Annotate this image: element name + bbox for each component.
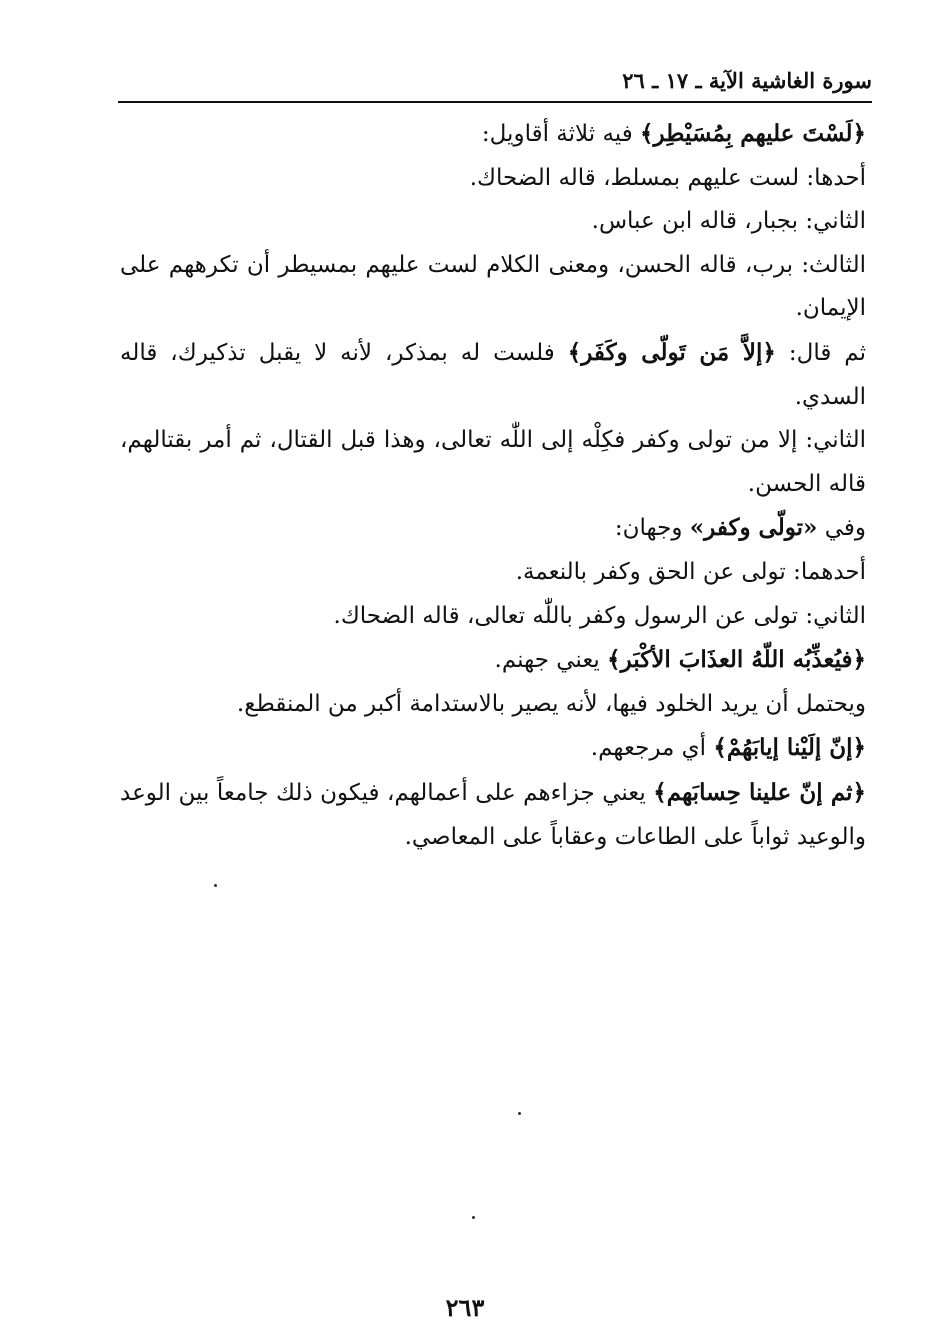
page-number: ٢٦٣ bbox=[445, 1293, 485, 1322]
quran-quote: ﴿إلاَّ مَن تَولّى وكَفَر﴾ bbox=[567, 338, 776, 366]
paragraph-text: الثاني: إلا من تولى وكفر فكِلْه إلى اللّٰه تعالى، وهذا قبل القتال، ثم أمر بقتالهم، قاله الحسن. bbox=[120, 427, 866, 497]
paragraph-text: وجهان: bbox=[614, 515, 690, 542]
paragraph-text: فلست له بمذكر، لأنه لا يقبل تذكيرك، قاله السدي. bbox=[120, 339, 866, 410]
paragraph-text: يعني جزاءهم على أعمالهم، فيكون ذلك جامعاً بين الوعد والوعيد ثواباً على الطاعات وعقاباً على المعاصي. bbox=[120, 779, 866, 850]
paragraph-2 bbox=[120, 157, 866, 201]
paragraph-1 bbox=[120, 112, 866, 157]
quran-quote: ﴿لَسْتَ عليهم بِمُسَيْطِر﴾ bbox=[640, 120, 866, 147]
paragraph-10 bbox=[120, 638, 866, 683]
paragraph-text: يعني جهنم. bbox=[494, 647, 608, 674]
paragraph-text: فيه ثلاثة أقاويل: bbox=[481, 121, 641, 147]
paragraph-prefix: وفي bbox=[817, 515, 866, 542]
paragraph-12 bbox=[120, 726, 866, 771]
header-rule bbox=[118, 101, 872, 103]
quran-quote: ﴿فيُعذِّبُه اللّهُ العذَابَ الأكْبَر﴾ bbox=[607, 646, 866, 674]
paragraph-13 bbox=[120, 771, 866, 859]
paragraph-4 bbox=[120, 244, 866, 331]
paragraph-8 bbox=[120, 551, 866, 595]
quran-quote: ﴿ثم إنّ علينا حِسابَهم﴾ bbox=[653, 778, 867, 806]
paragraph-6 bbox=[120, 419, 866, 506]
scan-speck bbox=[472, 1216, 475, 1219]
paragraph-11 bbox=[120, 683, 866, 727]
paragraph-9 bbox=[120, 595, 866, 639]
paragraph-text: الثاني: تولى عن الرسول وكفر باللّٰه تعالى، قاله الضحاك. bbox=[333, 602, 866, 629]
paragraph-prefix: ثم قال: bbox=[775, 339, 866, 366]
body-text bbox=[120, 112, 866, 859]
paragraph-text: الثاني: بجبار، قاله ابن عباس. bbox=[591, 208, 866, 235]
paragraph-text: أحدها: لست عليهم بمسلط، قاله الضحاك. bbox=[469, 164, 866, 191]
paragraph-7 bbox=[120, 506, 866, 551]
running-header: سورة الغاشية الآية ـ ١٧ ـ ٢٦ bbox=[622, 68, 872, 93]
quran-quote: ﴿إنّ إلَيْنا إيابَهُمْ﴾ bbox=[713, 734, 866, 762]
paragraph-text: ويحتمل أن يريد الخلود فيها، لأنه يصير بالاستدامة أكبر من المنقطع. bbox=[236, 690, 866, 717]
paragraph-3 bbox=[120, 200, 866, 244]
quoted-phrase: «تولّى وكفر» bbox=[689, 514, 818, 542]
paragraph-text: الثالث: برب، قاله الحسن، ومعنى الكلام لست عليهم بمسيطر أن تكرههم على الإيمان. bbox=[120, 251, 867, 322]
paragraph-text: أحدهما: تولى عن الحق وكفر بالنعمة. bbox=[515, 558, 866, 585]
paragraph-5 bbox=[120, 331, 866, 419]
paragraph-text: أي مرجعهم. bbox=[590, 735, 714, 762]
scan-speck bbox=[214, 884, 217, 887]
scan-speck bbox=[518, 1112, 521, 1115]
